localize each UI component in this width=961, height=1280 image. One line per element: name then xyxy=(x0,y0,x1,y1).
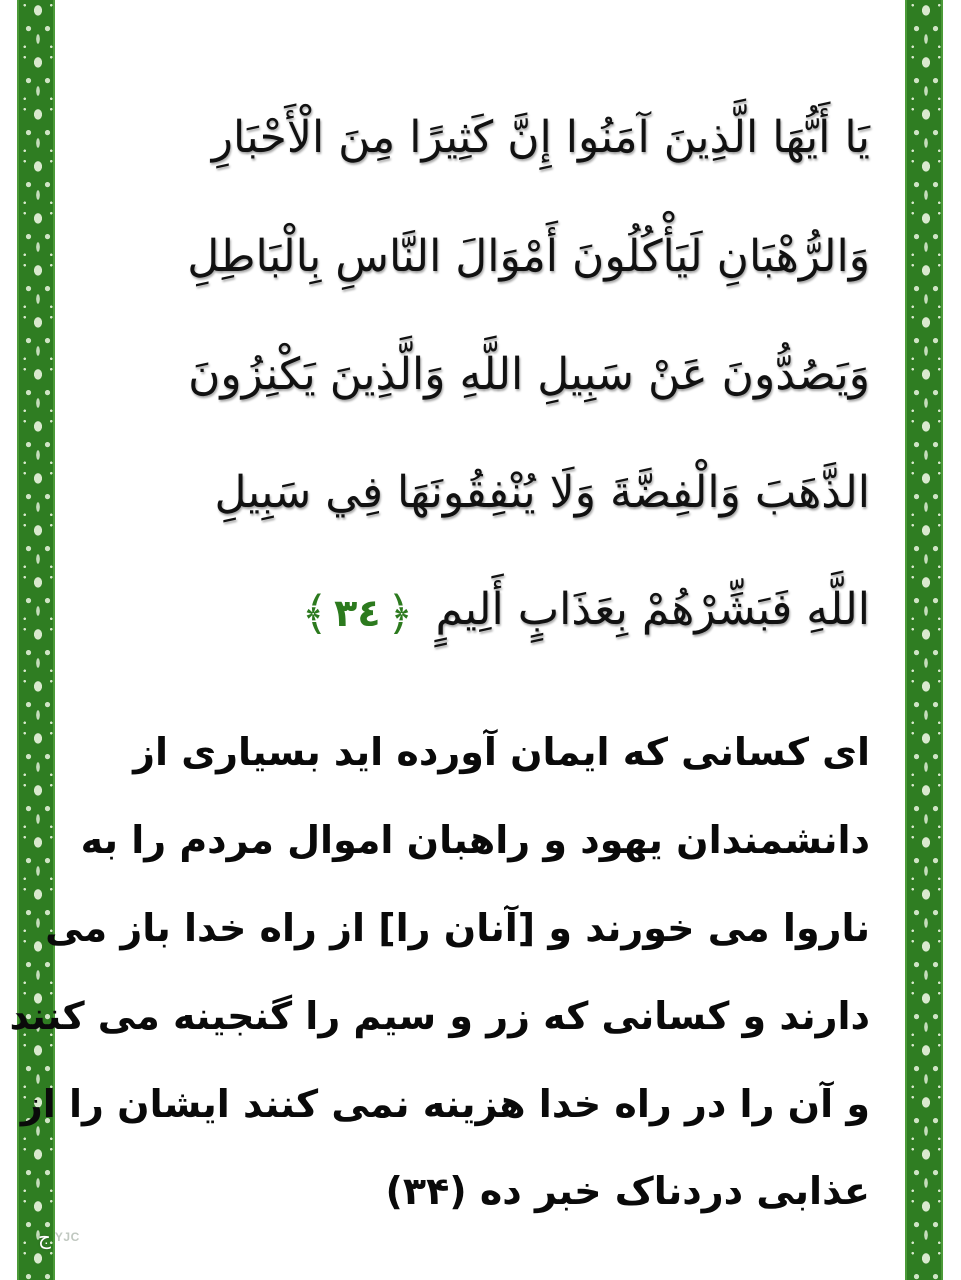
yjc-watermark xyxy=(38,1225,80,1249)
arabic-verse-line-3: وَيَصُدُّونَ عَنْ سَبِيلِ اللَّهِ وَالَّذِينَ يَكْنِزُونَ xyxy=(188,349,870,400)
persian-translation-line-2: دانشمندان یهود و راهبان اموال مردم را به xyxy=(80,818,870,862)
persian-translation-line-4: دارند و کسانی که زر و سیم را گنجینه می کنند xyxy=(9,994,870,1038)
persian-translation-line-6: عذابی دردناک خبر ده (۳۴) xyxy=(385,1169,870,1213)
arabic-verse-line-4: الذَّهَبَ وَالْفِضَّةَ وَلَا يُنْفِقُونَهَا فِي سَبِيلِ xyxy=(214,467,870,518)
watermark-text: YJC xyxy=(54,1230,80,1244)
ayah-number: ٣٤ xyxy=(334,590,381,635)
ayah-number-marker xyxy=(301,583,413,643)
decorative-border-right xyxy=(905,0,943,1280)
ayah-bracket-close-icon: ﴾ xyxy=(301,585,329,640)
yjc-logo-icon: ج xyxy=(38,1225,51,1249)
arabic-verse-line-1: يَا أَيُّهَا الَّذِينَ آمَنُوا إِنَّ كَثِيرًا مِنَ الْأَحْبَارِ xyxy=(211,112,870,163)
persian-translation-line-5: و آن را در راه خدا هزینه نمی کنند ایشان را از xyxy=(20,1082,870,1126)
persian-translation-line-3: ناروا می خورند و [آنان را] از راه خدا باز می xyxy=(45,906,870,950)
arabic-verse-line-5-text: اللَّهِ فَبَشِّرْهُمْ بِعَذَابٍ أَلِيمٍ xyxy=(435,584,870,635)
arabic-verse-line-5 xyxy=(80,580,870,643)
ayah-bracket-open-icon: ﴿ xyxy=(386,585,414,640)
arabic-verse-line-2: وَالرُّهْبَانِ لَيَأْكُلُونَ أَمْوَالَ النَّاسِ بِالْبَاطِلِ xyxy=(187,231,870,282)
persian-translation-line-1: ای کسانی که ایمان آورده اید بسیاری از xyxy=(133,730,870,774)
